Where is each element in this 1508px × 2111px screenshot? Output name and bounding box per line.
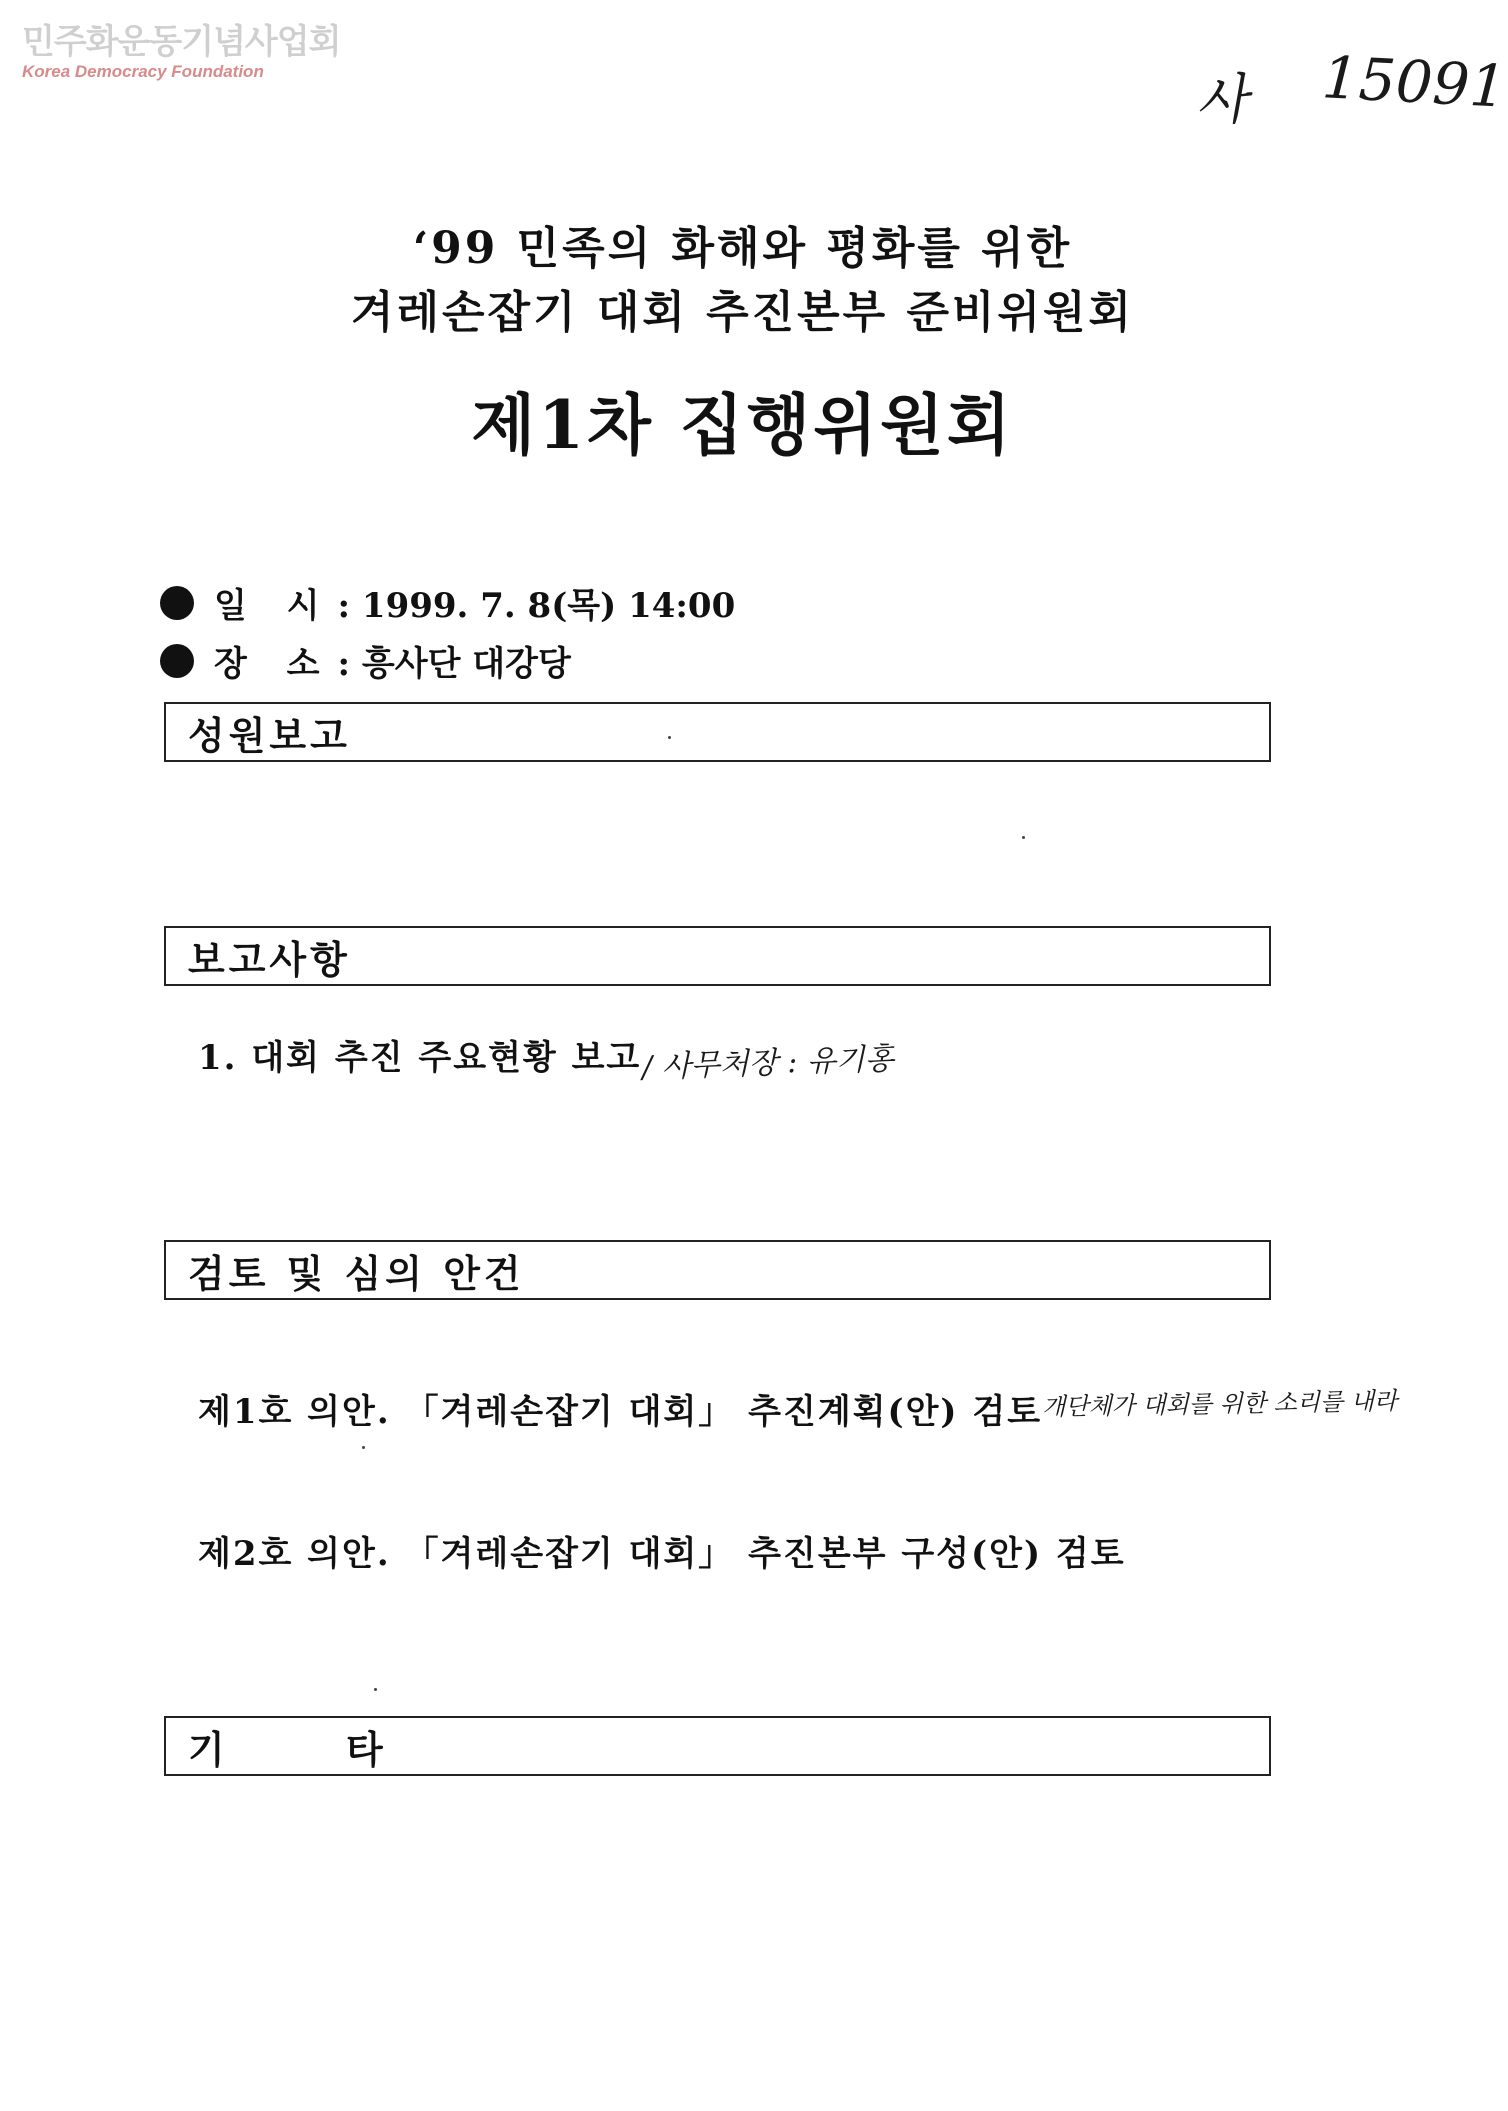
- bullet-icon: [160, 586, 194, 620]
- scan-speck: [668, 736, 671, 739]
- datetime-label: 일 시: [214, 586, 334, 626]
- bullet-icon: [160, 644, 194, 678]
- report-handwritten-note: / 사무처장 : 유기홍: [641, 1041, 895, 1086]
- scan-speck: [1022, 836, 1025, 839]
- place-label: 장 소: [214, 644, 334, 684]
- page-title: 제1차 집행위원회: [471, 386, 1014, 464]
- agenda-item-2: 제2호 의안. 「겨레손잡기 대회」 추진본부 구성(안) 검토: [198, 1534, 1126, 1574]
- place-value: : 흥사단 대강당: [337, 644, 571, 684]
- scan-speck: [362, 1446, 365, 1449]
- section-reports: 보고사항: [164, 926, 1271, 986]
- section-other: 기 타: [164, 1716, 1271, 1776]
- datetime-value: : 1999. 7. 8(목) 14:00: [337, 586, 736, 626]
- archive-number: 15091: [1320, 43, 1508, 121]
- datetime-row: [160, 578, 735, 627]
- report-item: 1. 대회 추진 주요현황 보고: [198, 1038, 642, 1078]
- scan-speck: [374, 1688, 377, 1691]
- section-review: 검토 및 심의 안건: [164, 1240, 1271, 1300]
- section-roll-call: 성원보고: [164, 702, 1271, 762]
- watermark-english: Korea Democracy Foundation: [22, 62, 264, 81]
- archive-prefix: 사: [1193, 67, 1250, 134]
- header-line-2: 겨레손잡기 대회 추진본부 준비위원회: [350, 287, 1135, 338]
- agenda-1-handwritten-note: 개단체가 대회를 위한 소리를 내라: [1041, 1386, 1398, 1422]
- agenda-item-1: 제1호 의안. 「겨레손잡기 대회」 추진계획(안) 검토: [198, 1392, 1043, 1432]
- watermark-korean: 민주화운동기념사업회: [22, 22, 341, 62]
- header-line-1: ‘99 민족의 화해와 평화를 위한: [412, 223, 1073, 274]
- place-row: [160, 636, 571, 685]
